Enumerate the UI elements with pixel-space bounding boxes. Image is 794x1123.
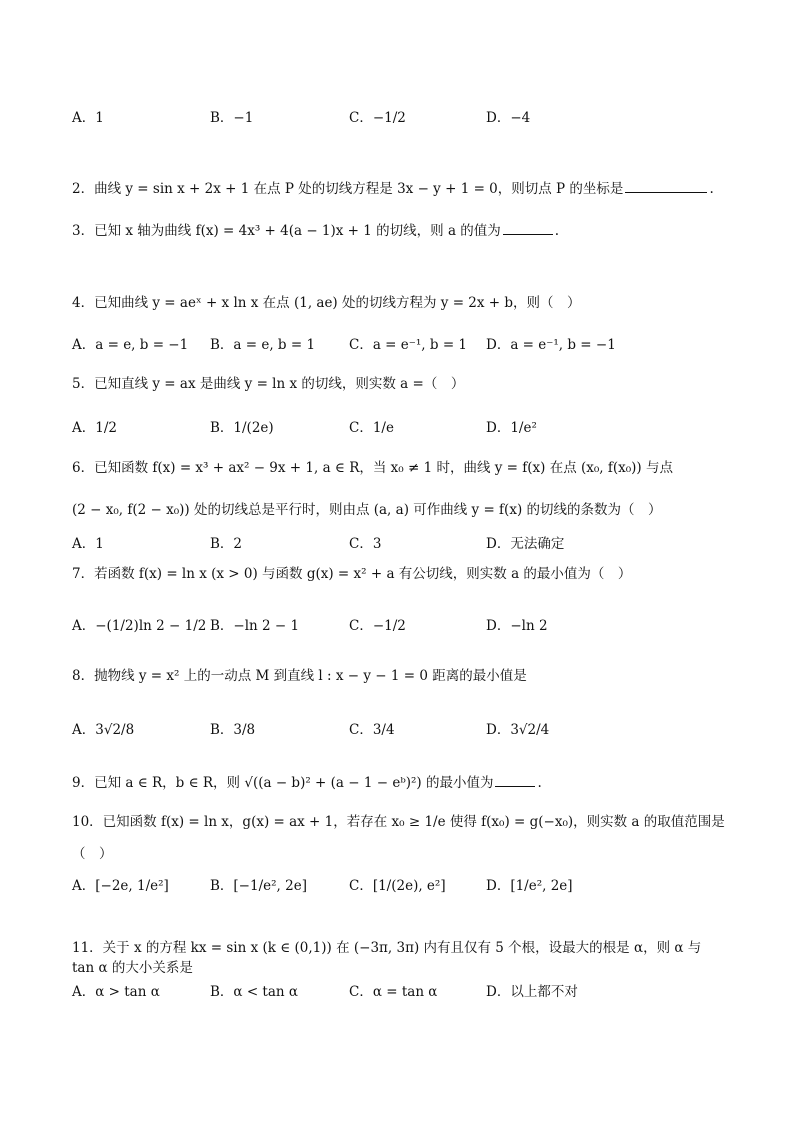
option-d: D．1/e² xyxy=(486,420,537,436)
option-b: B．3/8 xyxy=(210,722,256,738)
question-9-end: . xyxy=(537,775,542,791)
option-c: C．−1/2 xyxy=(349,618,406,634)
question-6-line2: (2 − x₀, f(2 − x₀)) 处的切线总是平行时，则由点 (a, a) 可作曲线 y = f(x) 的切线的条数为（ ） xyxy=(72,502,662,518)
option-b: B．−1 xyxy=(210,110,254,126)
question-7-text: 7．若函数 f(x) = ln x (x > 0) 与函数 g(x) = x² + a 有公切线，则实数 a 的最小值为（ ） xyxy=(72,566,632,582)
question-9-text: 9．已知 a ∈ R，b ∈ R，则 √((a − b)² + (a − 1 − eᵇ)²) 的最小值为 xyxy=(72,775,494,791)
option-b: B．[−1/e², 2e] xyxy=(210,878,307,894)
option-d: D．[1/e², 2e] xyxy=(486,878,573,894)
answer-blank[interactable] xyxy=(625,178,707,193)
option-c: C．3 xyxy=(349,536,382,552)
option-c: C．1/e xyxy=(349,420,394,436)
option-c: C．3/4 xyxy=(349,722,395,738)
question-10-line2: （ ） xyxy=(72,846,113,862)
question-10-options xyxy=(72,864,732,904)
option-d: D．−ln 2 xyxy=(486,618,548,634)
question-5-options xyxy=(72,406,732,446)
option-b: B．2 xyxy=(210,536,243,552)
option-b: B．a = e, b = 1 xyxy=(210,337,316,353)
option-d: D．以上都不对 xyxy=(486,984,578,1000)
question-6-options xyxy=(72,522,732,562)
prev-question-options xyxy=(72,96,732,136)
option-a: A．1/2 xyxy=(72,420,117,436)
question-2-end: . xyxy=(709,181,714,197)
question-8-text: 8．抛物线 y = x² 上的一动点 M 到直线 l : x − y − 1 = 0 距离的最小值是 xyxy=(72,668,527,684)
question-3-end: . xyxy=(554,223,560,239)
option-c: C．[1/(2e), e²] xyxy=(349,878,446,894)
question-6-line1: 6．已知函数 f(x) = x³ + ax² − 9x + 1, a ∈ R，当 x₀ ≠ 1 时，曲线 y = f(x) 在点 (x₀, f(x₀)) 与点 xyxy=(72,460,673,476)
option-b: B．α < tan α xyxy=(210,984,299,1000)
option-d: D．a = e⁻¹, b = −1 xyxy=(486,337,616,353)
question-10-line1: 10．已知函数 f(x) = ln x，g(x) = ax + 1，若存在 x₀ ≥ 1/e 使得 f(x₀) = g(−x₀)，则实数 a 的取值范围是 xyxy=(72,814,725,830)
question-2-text: 2．曲线 y = sin x + 2x + 1 在点 P 处的切线方程是 3x − y + 1 = 0，则切点 P 的坐标是 xyxy=(72,181,624,197)
option-a: A．1 xyxy=(72,110,104,126)
option-c: C．−1/2 xyxy=(349,110,406,126)
option-a: A．3√2/8 xyxy=(72,722,135,738)
answer-blank[interactable] xyxy=(495,772,535,787)
option-a: A．1 xyxy=(72,536,104,552)
option-a: A．α > tan α xyxy=(72,984,160,1000)
option-c: C．a = e⁻¹, b = 1 xyxy=(349,337,468,353)
question-4-options xyxy=(72,323,732,363)
question-7-options xyxy=(72,604,732,644)
answer-blank[interactable] xyxy=(503,220,553,235)
option-a: A．[−2e, 1/e²] xyxy=(72,878,169,894)
question-3-text: 3．已知 x 轴为曲线 f(x) = 4x³ + 4(a − 1)x + 1 的切线，则 a 的值为 xyxy=(72,223,501,239)
option-d: D．无法确定 xyxy=(486,536,565,552)
question-5-text: 5．已知直线 y = ax 是曲线 y = ln x 的切线，则实数 a =（ ） xyxy=(72,376,465,392)
option-d: D．3√2/4 xyxy=(486,722,550,738)
option-a: A．a = e, b = −1 xyxy=(72,337,189,353)
option-a: A．−(1/2)ln 2 − 1/2 xyxy=(72,618,207,634)
question-11-text: 11．关于 x 的方程 kx = sin x (k ∈ (0,1)) 在 (−3π, 3π) 内有且仅有 5 个根，设最大的根是 α，则 α 与 tan α 的大小关系是 xyxy=(72,940,702,976)
question-3 xyxy=(72,220,734,241)
option-b: B．−ln 2 − 1 xyxy=(210,618,300,634)
option-c: C．α = tan α xyxy=(349,984,438,1000)
option-b: B．1/(2e) xyxy=(210,420,274,436)
question-8-options xyxy=(72,708,732,748)
question-2 xyxy=(72,178,734,199)
question-11-options xyxy=(72,970,732,1010)
question-4-text: 4．已知曲线 y = aeˣ + x ln x 在点 (1, ae) 处的切线方程为 y = 2x + b，则（ ） xyxy=(72,295,581,311)
question-9 xyxy=(72,772,734,793)
option-d: D．−4 xyxy=(486,110,531,126)
